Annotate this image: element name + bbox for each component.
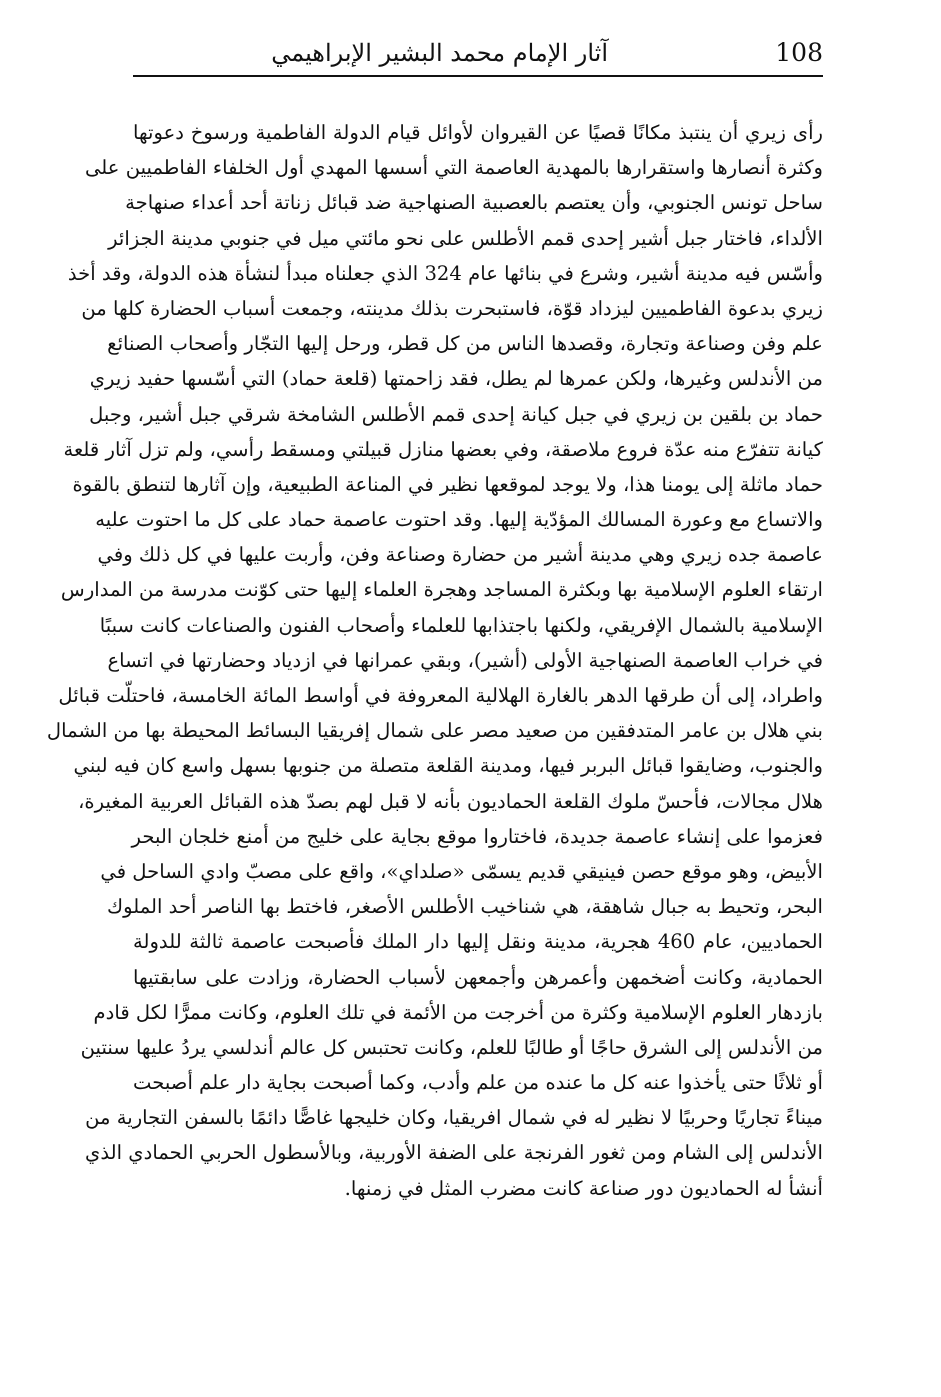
running-title: آثار الإمام محمد البشير الإبراهيمي xyxy=(271,39,608,67)
text-line: ساحل تونس الجنوبي، وأن يعتصم بالعصبية الصنهاجية ضد قبائل زناتة أحد أعداء صنهاجة xyxy=(125,191,823,215)
text-line: حماد ماثلة إلى يومنا هذا، ولا يوجد لموقعها نظير في المناعة الطبيعية، وإن آثارها لتنطق بالقوة xyxy=(72,472,823,496)
text-line: حماد بن بلقين بن زيري في جبل كيانة إحدى قمم الأطلس الشامخة شرقي جبل أشير، وجبل xyxy=(89,402,823,426)
text-line: ارتقاء العلوم الإسلامية بها وبكثرة المساجد وهجرة العلماء إليها حتى كوّنت مدرسة من المدارس xyxy=(60,578,823,602)
text-line: فعزموا على إنشاء عاصمة جديدة، فاختاروا موقع بجاية على خليج من أمنع خلجان البحر xyxy=(131,824,823,848)
text-line: هلال مجالات، فأحسّ ملوك القلعة الحماديون بأنه لا قبل لهم بصدّ هذه القبائل العربية المغيرة، xyxy=(78,789,823,813)
text-line: الحمادية، وكانت أضخمهن وأعمرهن وأجمعهن لأسباب الحضارة، وزادت على سابقتيها xyxy=(133,965,823,989)
text-line: البحر، وتحيط به جبال شاهقة، هي شناخيب الأطلس الأصغر، فاختط بها الناصر أحد الملوك xyxy=(106,895,823,919)
text-line: الحماديين، عام 460 هجرية، مدينة ونقل إليها دار الملك فأصبحت عاصمة ثالثة للدولة xyxy=(133,930,823,954)
text-line: الإسلامية بالشمال الإفريقي، ولكنها باجتذابها للعلماء وأصحاب الفنون والصناعات كانت سببًا xyxy=(99,613,823,637)
text-line: عاصمة جده زيري وهي مدينة أشير من حضارة وصناعة وفن، وأربت عليها في كل ذلك وفي xyxy=(97,543,823,567)
text-line: الألداء، فاختار جبل أشير إحدى قمم الأطلس على نحو مائتي ميل في جنوبي مدينة الجزائر xyxy=(108,226,823,250)
text-line: رأى زيري أن ينتبذ مكانًا قصيًا عن القيروان لأوائل قيام الدولة الفاطمية ورسوخ دعوتها xyxy=(133,121,823,144)
text-line: من الأندلس وغيرها، ولكن عمرها لم يطل، فقد زاحمتها (قلعة حماد) التي أسّسها حفيد زيري xyxy=(89,367,823,391)
text-line: الأبيض، وهو موقع حصن فينيقي قديم يسمّى «صلداي»، واقع على مصبّ وادي الساحل في xyxy=(100,859,823,883)
text-line: وأسّس فيه مدينة أشير، وشرع في بنائها عام 324 الذي جعلناه مبدأ لنشأة هذه الدولة، وقد أخذ xyxy=(67,261,823,285)
text-line: واطراد، إلى أن طرقها الدهر بالغارة الهلالية المعروفة في أواسط المائة الخامسة، فاحتلّت قبائل xyxy=(58,684,823,707)
text-line: أو ثلاثًا حتى يأخذوا عنه كل ما عنده من علم وأدب، وكما أصبحت بجاية دار علم أصبحت xyxy=(133,1071,823,1095)
text-line: ميناءً تجاريًا وحربيًا لا نظير له في شمال افريقيا، وكان خليجها غاصًّا دائمًا بالسفن التجارية من xyxy=(85,1106,823,1130)
text-line: علم وفن وصناعة وتجارة، وقصدها الناس من كل قطر، ورحل إليها التجّار وأصحاب الصنائع xyxy=(107,332,823,356)
text-line: كيانة تتفرّع منه عدّة فروع ملاصقة، وفي بعضها منازل قبيلتي ومسقط رأسي، ولم تزل آثار قلعة xyxy=(63,437,823,461)
text-line: وكثرة أنصارها واستقرارها بالمهدية العاصمة التي أسسها المهدي أول الخلفاء الفاطميين على xyxy=(84,156,823,180)
page-number: 108 xyxy=(775,38,823,67)
text-line: بني هلال بن عامر المتدفقين من صعيد مصر على شمال إفريقيا البسائط المحيطة بها من الشمال xyxy=(46,719,823,743)
text-line: في خراب العاصمة الصنهاجية الأولى (أشير)، وبقي عمرانها في ازدياد وحضارتها في اتساع xyxy=(107,648,823,672)
text-line: بازدهار العلوم الإسلامية وكثرة من أخرجت من الأئمة في تلك العلوم، وكانت ممرًّا لكل قادم xyxy=(93,1000,823,1024)
header-rule xyxy=(133,75,823,77)
running-header xyxy=(133,34,823,74)
text-line: من الأندلس إلى الشرق حاجًا أو طالبًا للعلم، وكانت تحتبس كل عالم أندلسي يردُ عليها سنتين xyxy=(80,1035,823,1059)
text-line: والاتساع مع وعورة المسالك المؤدّية إليها. وقد احتوت عاصمة حماد على كل ما احتوت عليه xyxy=(95,508,823,532)
text-line: الأندلس إلى الشام ومن ثغور الفرنجة على الضفة الأوربية، وبالأسطول الحربي الحمادي الذي xyxy=(85,1141,823,1165)
text-line: والجنوب، وضايقوا قبائل البربر فيها، ومدينة القلعة متصلة من جنوبها بسهل واسع كان فيه لبني xyxy=(73,754,823,778)
body-paragraph xyxy=(46,115,823,1206)
text-line: زيري بدعوة الفاطميين ليزداد قوّة، فاستبحرت بذلك مدينته، وجمعت أسباب الحضارة كلها من xyxy=(81,296,823,320)
text-line-last: أنشأ له الحماديون دور صناعة كانت مضرب المثل في زمنها. xyxy=(344,1176,823,1200)
